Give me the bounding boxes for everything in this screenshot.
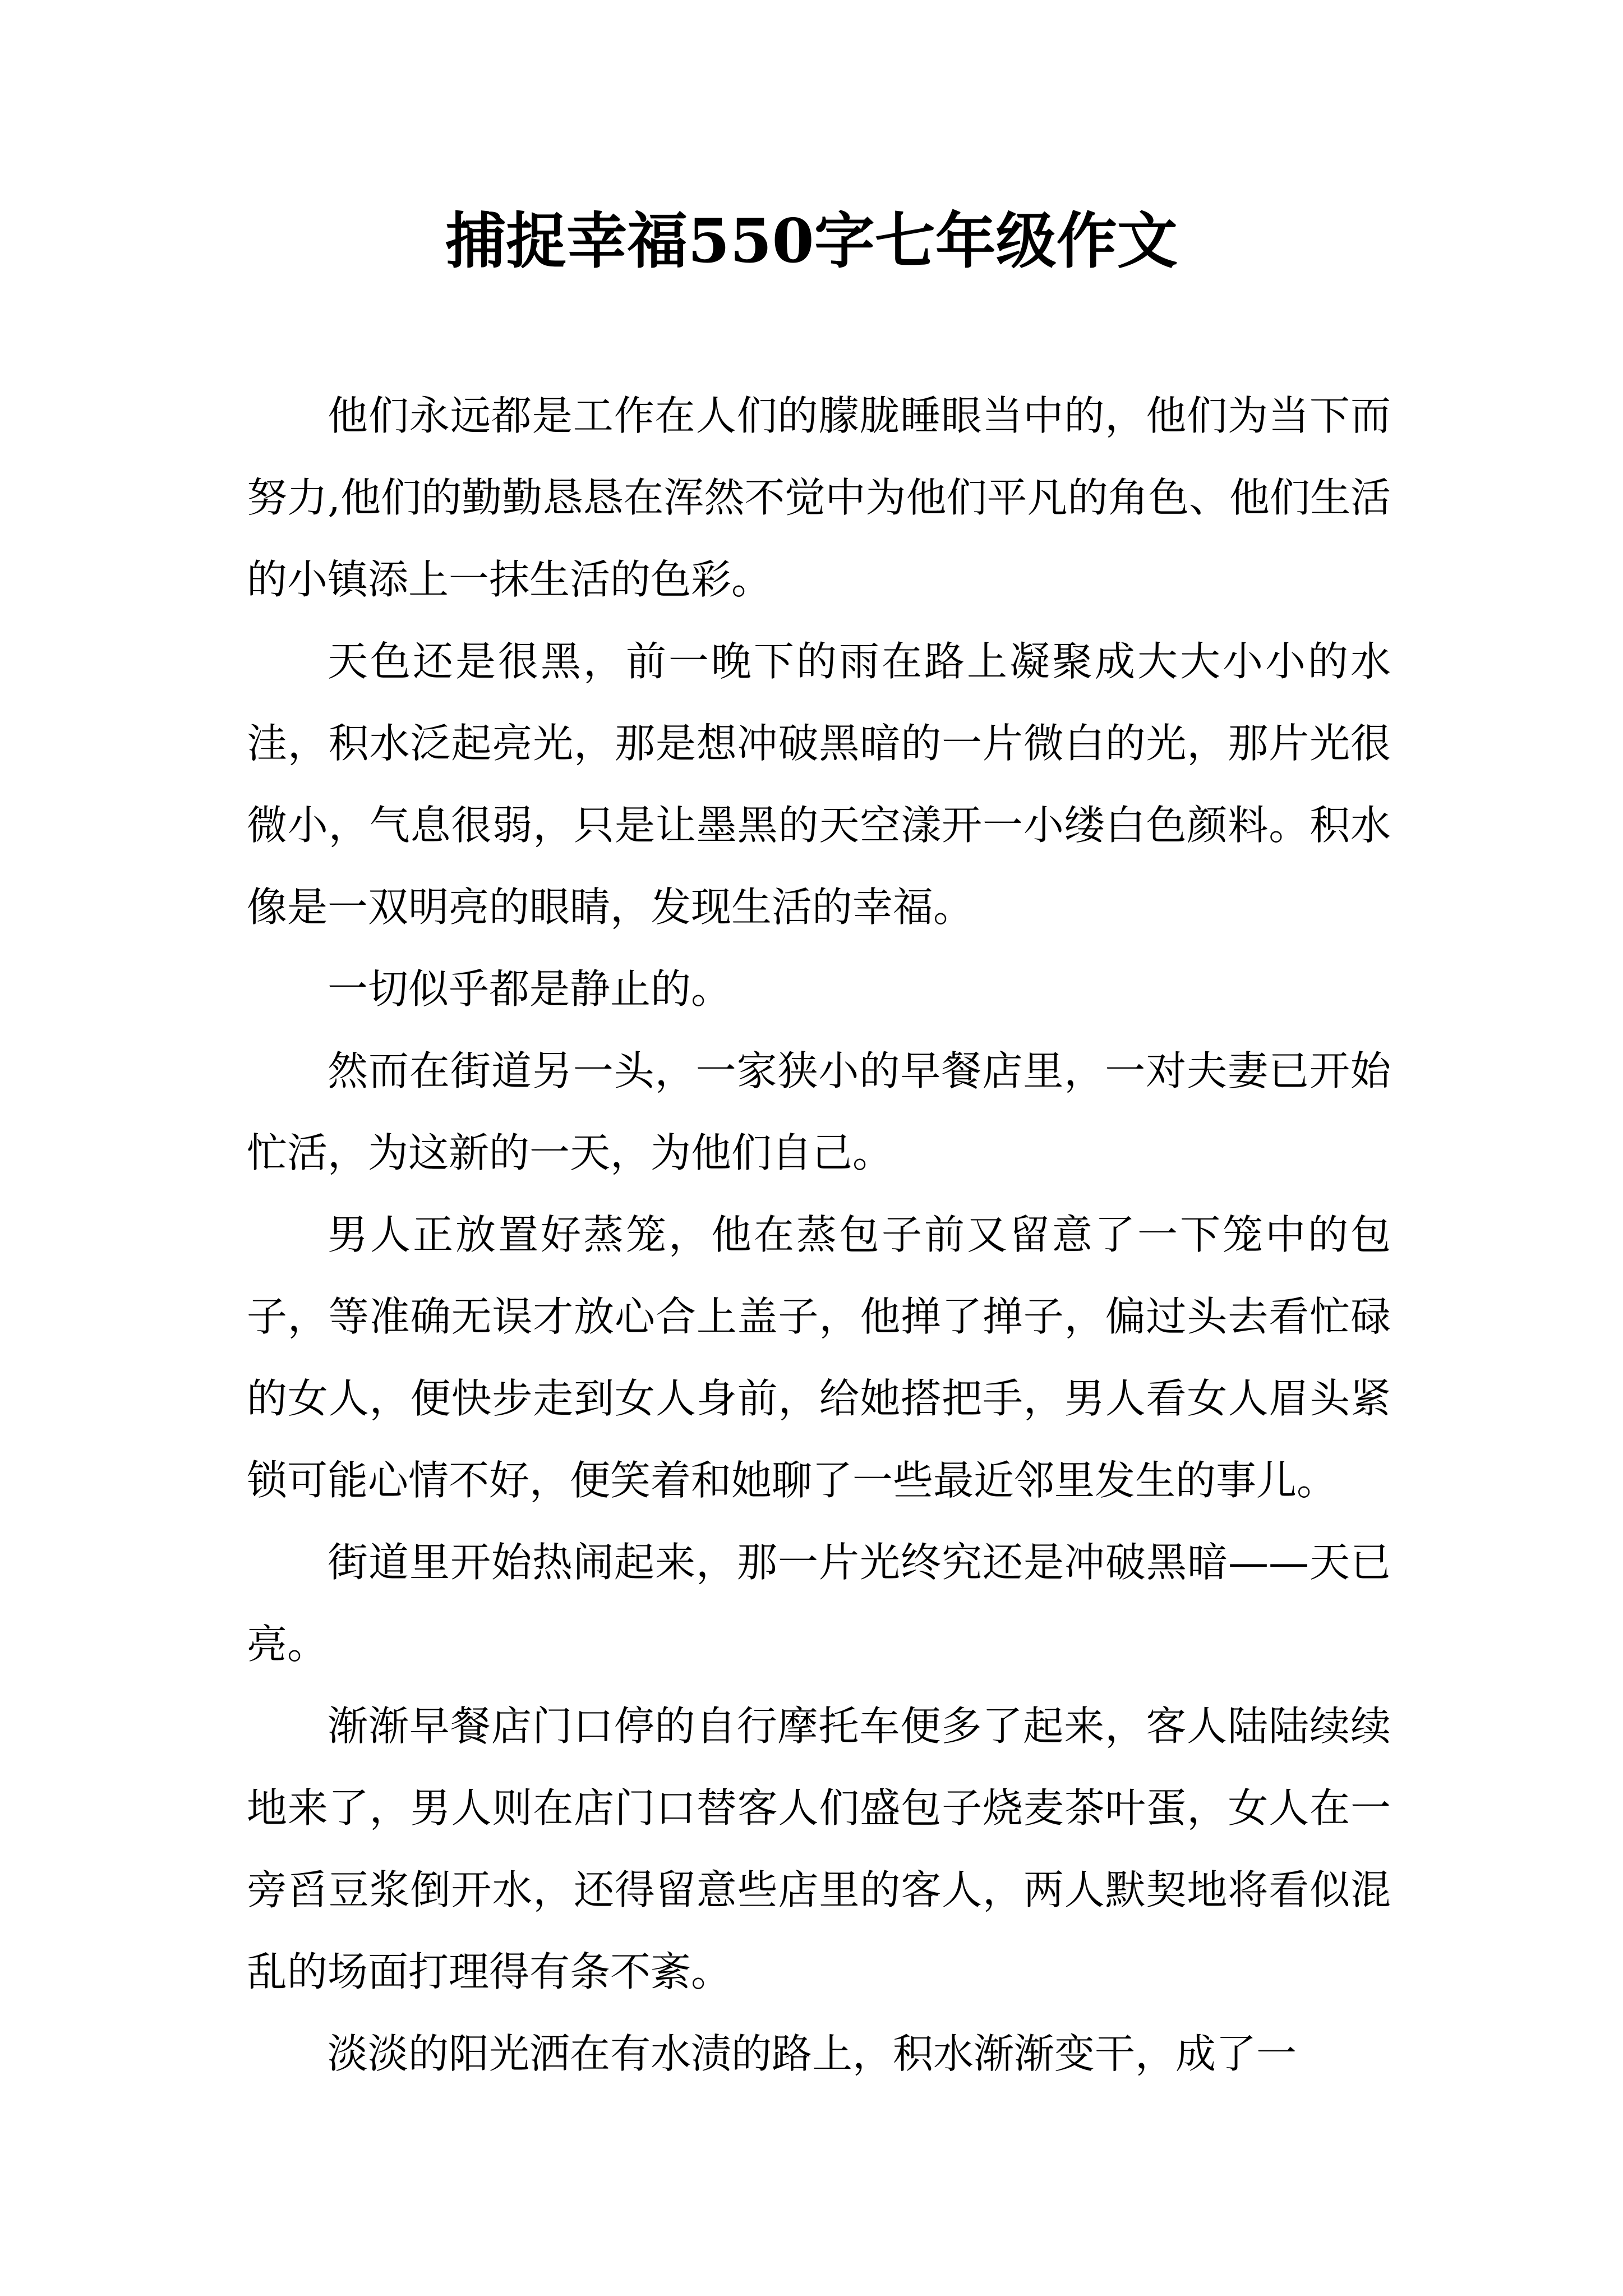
- paragraph-6: 街道里开始热闹起来，那一片光终究还是冲破黑暗——天已亮。: [247, 1539, 1391, 1668]
- paragraph-7: 渐渐早餐店门口停的自行摩托车便多了起来，客人陆陆续续地来了，男人则在店门口替客人们盛包子烧麦茶叶蛋，女人在一旁舀豆浆倒开水，还得留意些店里的客人，两人默契地将看似混乱的场面打理得有条不紊。: [247, 1703, 1391, 1995]
- paragraph-3: 一切似乎都是静止的。: [328, 965, 732, 1013]
- paragraph-2: 天色还是很黑，前一晚下的雨在路上凝聚成大大小小的水洼，积水泛起亮光，那是想冲破黑暗的一片微白的光，那片光很微小，气息很弱，只是让墨黑的天空漾开一小缕白色颜料。积水像是一双明亮的眼睛，发现生活的幸福。: [247, 638, 1391, 931]
- paragraph-8: 淡淡的阳光洒在有水渍的路上，积水渐渐变干，成了一: [328, 2030, 1297, 2077]
- paragraph-4: 然而在街道另一头，一家狭小的早餐店里，一对夫妻已开始忙活，为这新的一天，为他们自己。: [247, 1047, 1391, 1176]
- paragraph-1: 他们永远都是工作在人们的朦胧睡眼当中的，他们为当下而努力,他们的勤勤恳恳在浑然不觉中为他们平凡的角色、他们生活的小镇添上一抹生活的色彩。: [247, 392, 1391, 603]
- document-title: 捕捉幸福550字七年级作文: [445, 206, 1178, 277]
- document-body: [247, 375, 1391, 2095]
- paragraph-5: 男人正放置好蒸笼，他在蒸包子前又留意了一下笼中的包子，等准确无误才放心合上盖子，他掸了掸子，偏过头去看忙碌的女人，便快步走到女人身前，给她搭把手，男人看女人眉头紧锁可能心情不好，便笑着和她聊了一些最近邻里发生的事儿。: [247, 1211, 1391, 1504]
